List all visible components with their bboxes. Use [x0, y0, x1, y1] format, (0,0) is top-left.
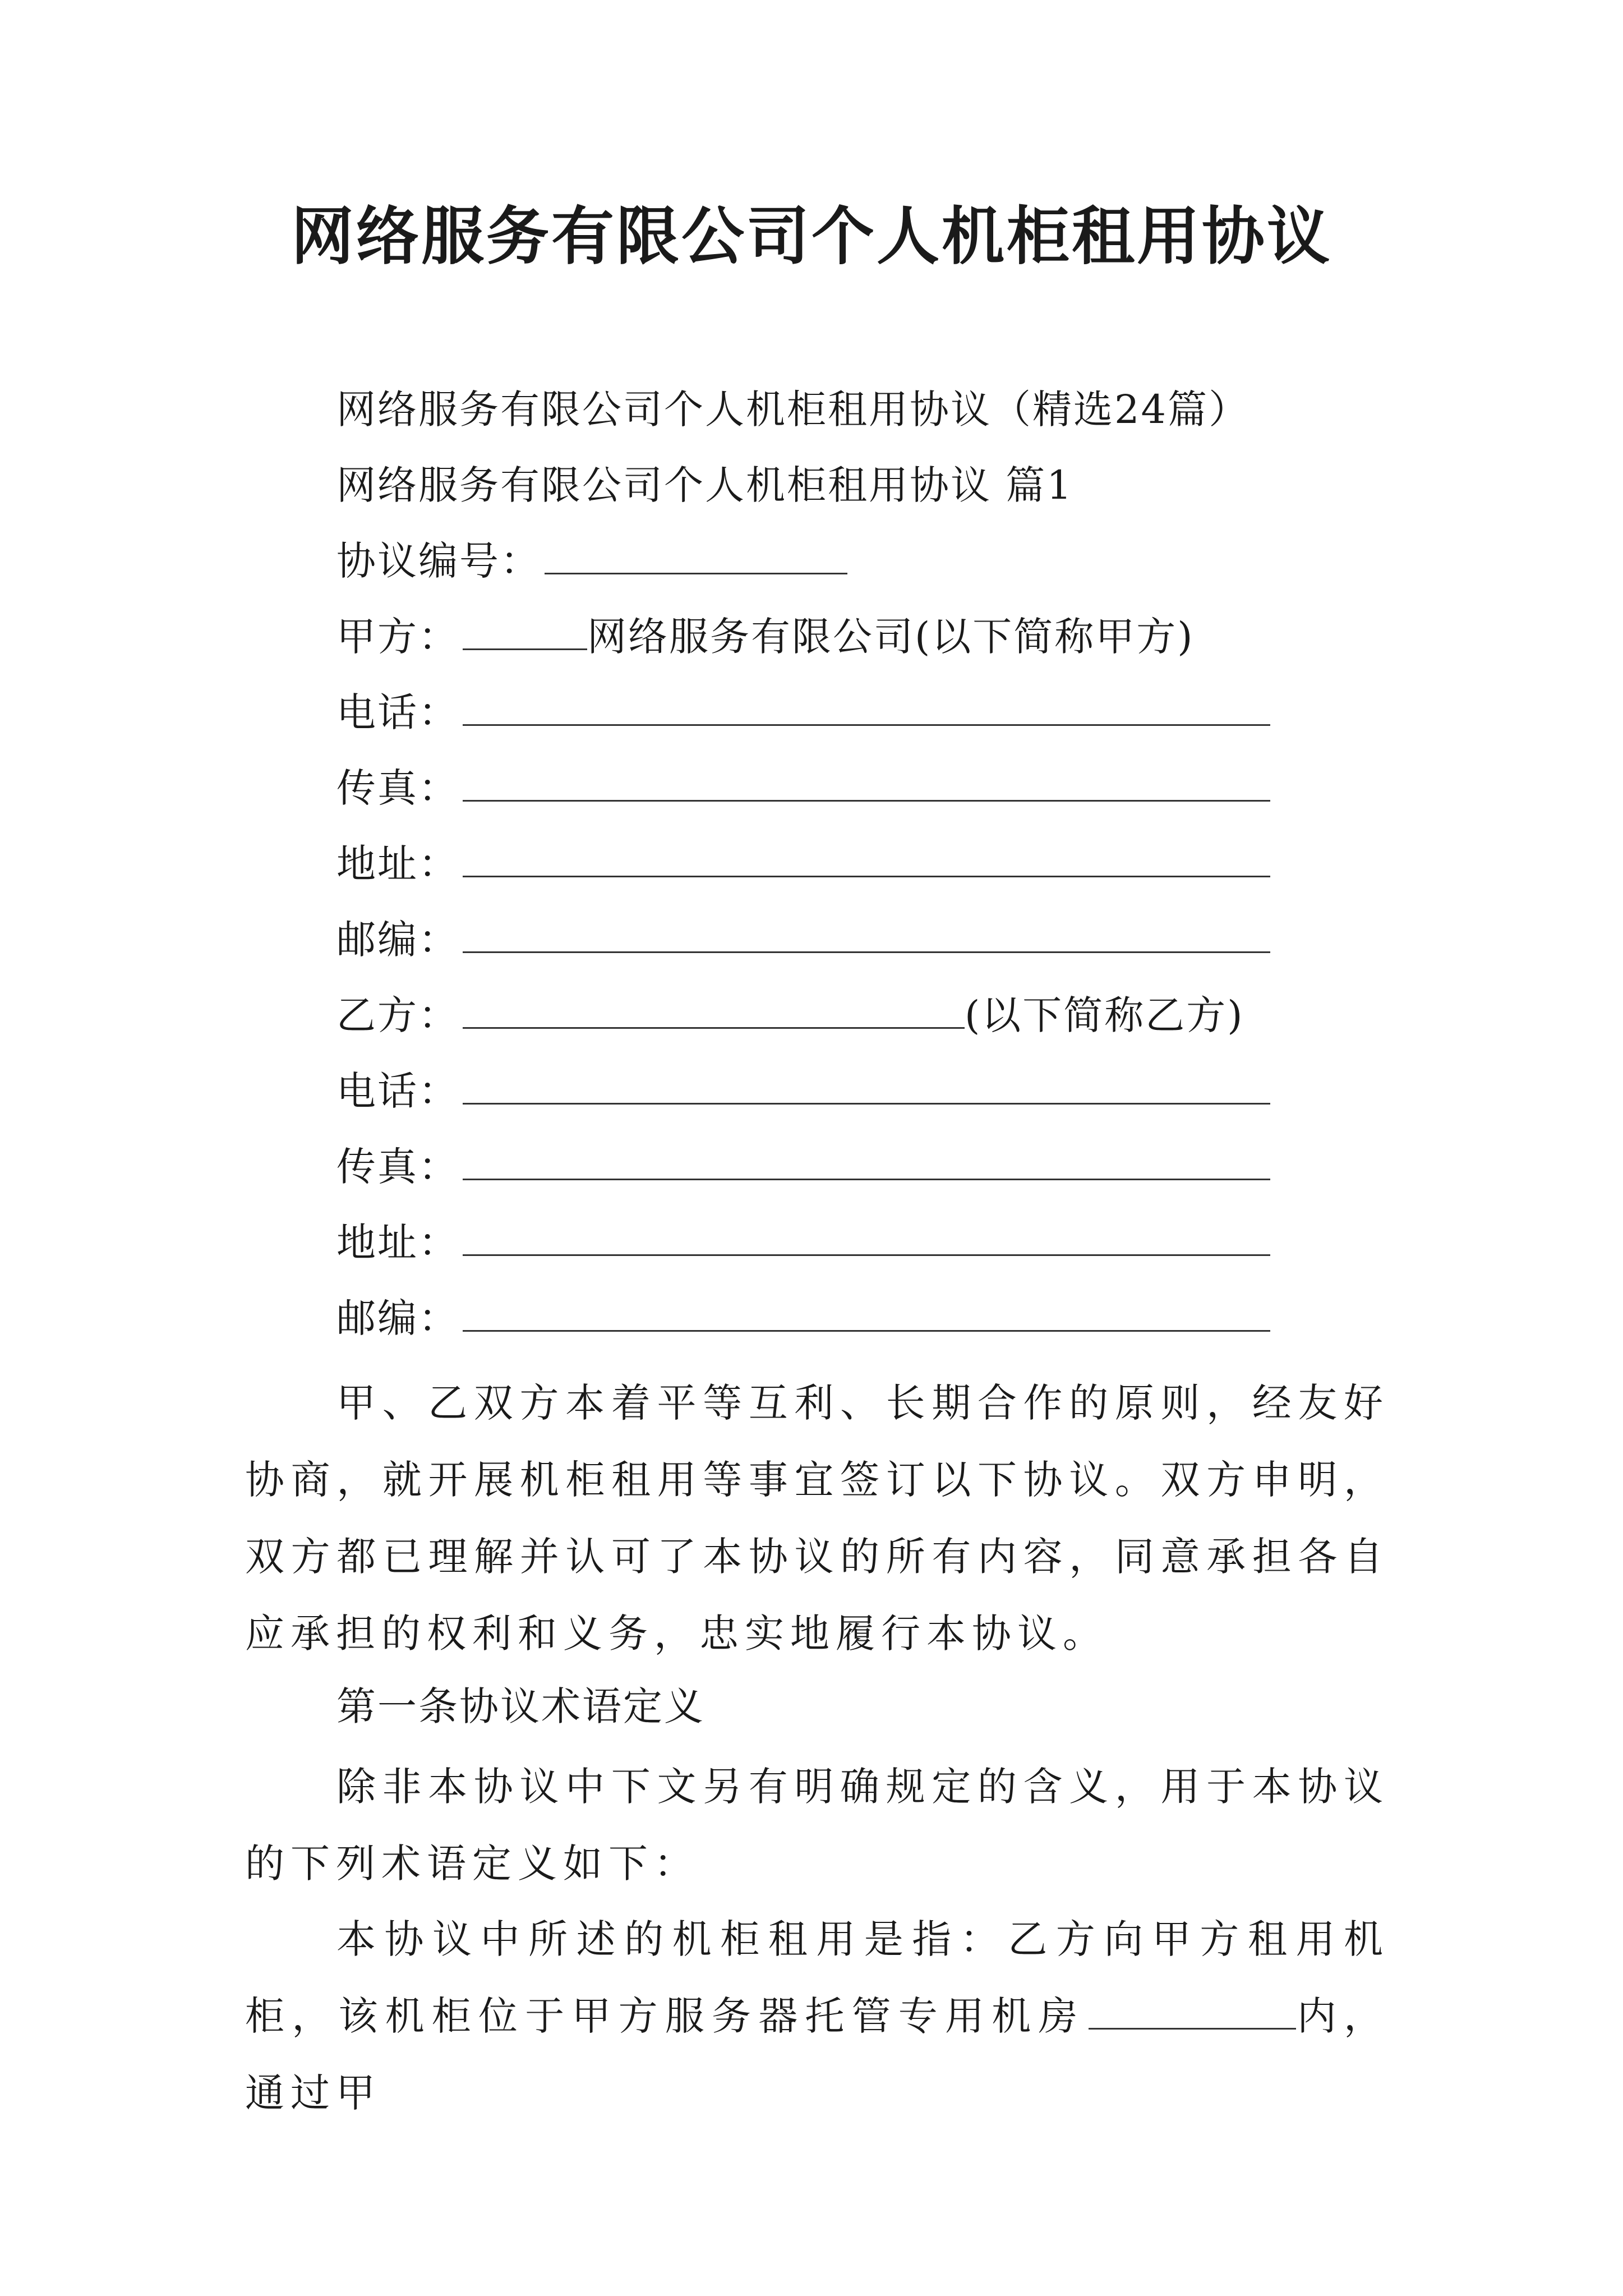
party-a-fax-line: [336, 760, 1270, 816]
party-a-postcode-label: 邮编：: [336, 917, 459, 963]
party-b-fax-label: 传真：: [336, 1144, 459, 1190]
party-a-address-blank: [463, 836, 1270, 877]
party-b-label: 乙方：: [336, 992, 459, 1038]
party-a-phone-blank: [463, 685, 1270, 726]
party-b-postcode-label: 邮编：: [336, 1295, 459, 1341]
party-b-postcode-line: [336, 1290, 1270, 1346]
agreement-number-blank: [545, 533, 847, 574]
party-b-address-line: [336, 1214, 1270, 1271]
party-b-address-label: 地址：: [336, 1220, 459, 1266]
paragraph-definitions-intro: 除非本协议中下文另有明确规定的含义，用于本协议的下列术语定义如下：: [245, 1764, 1389, 1887]
party-b-fax-line: [336, 1139, 1270, 1195]
party-b-line: [336, 987, 1244, 1043]
machine-room-blank: [1089, 1989, 1296, 2030]
party-b-suffix: (以下简称乙方): [965, 992, 1244, 1038]
party-b-postcode-blank: [463, 1291, 1270, 1332]
party-a-postcode-blank: [463, 912, 1270, 953]
party-b-fax-blank: [463, 1139, 1270, 1180]
agreement-number-label: 协议编号：: [336, 538, 541, 584]
article-1-heading: 第一条协议术语定义: [336, 1683, 705, 1729]
paragraph-principles: 甲、乙双方本着平等互利、长期合作的原则，经友好协商，就开展机柜租用等事宜签订以下协议。双方申明，双方都已理解并认可了本协议的所有内容，同意承担各自应承担的权利和义务，忠实地履行本协议。: [245, 1380, 1389, 1657]
section-heading: 网络服务有限公司个人机柜租用协议 篇1: [336, 462, 1073, 508]
party-a-address-label: 地址：: [336, 841, 459, 887]
party-b-phone-blank: [463, 1064, 1270, 1105]
party-b-phone-line: [336, 1063, 1270, 1119]
party-a-name: 网络服务有限公司(以下简称甲方): [587, 614, 1195, 660]
agreement-number-line: [336, 533, 847, 589]
paragraph-3-after: 内，通过甲: [245, 1993, 1390, 2116]
party-b-blank: [463, 988, 965, 1029]
party-a-fax-label: 传真：: [336, 765, 459, 811]
party-b-address-blank: [463, 1215, 1270, 1256]
party-b-phone-label: 电话：: [336, 1068, 459, 1114]
party-a-address-line: [336, 836, 1270, 892]
paragraph-3-before: 本协议中所述的机柜租用是指：乙方向甲方租用机柜，该机柜位于甲方服务器托管专用机房: [245, 1916, 1389, 2039]
document-title: 网络服务有限公司个人机柜租用协议: [291, 200, 1332, 273]
party-a-phone-label: 电话：: [336, 689, 459, 735]
party-a-postcode-line: [336, 912, 1270, 968]
party-a-line: [336, 609, 1195, 665]
party-a-fax-blank: [463, 761, 1270, 802]
document-subtitle: 网络服务有限公司个人机柜租用协议（精选24篇）: [336, 386, 1250, 432]
paragraph-cabinet-rental-definition: [245, 1901, 1389, 2132]
party-a-phone-line: [336, 684, 1270, 740]
party-a-label: 甲方：: [336, 614, 459, 660]
party-a-blank: [463, 609, 587, 650]
